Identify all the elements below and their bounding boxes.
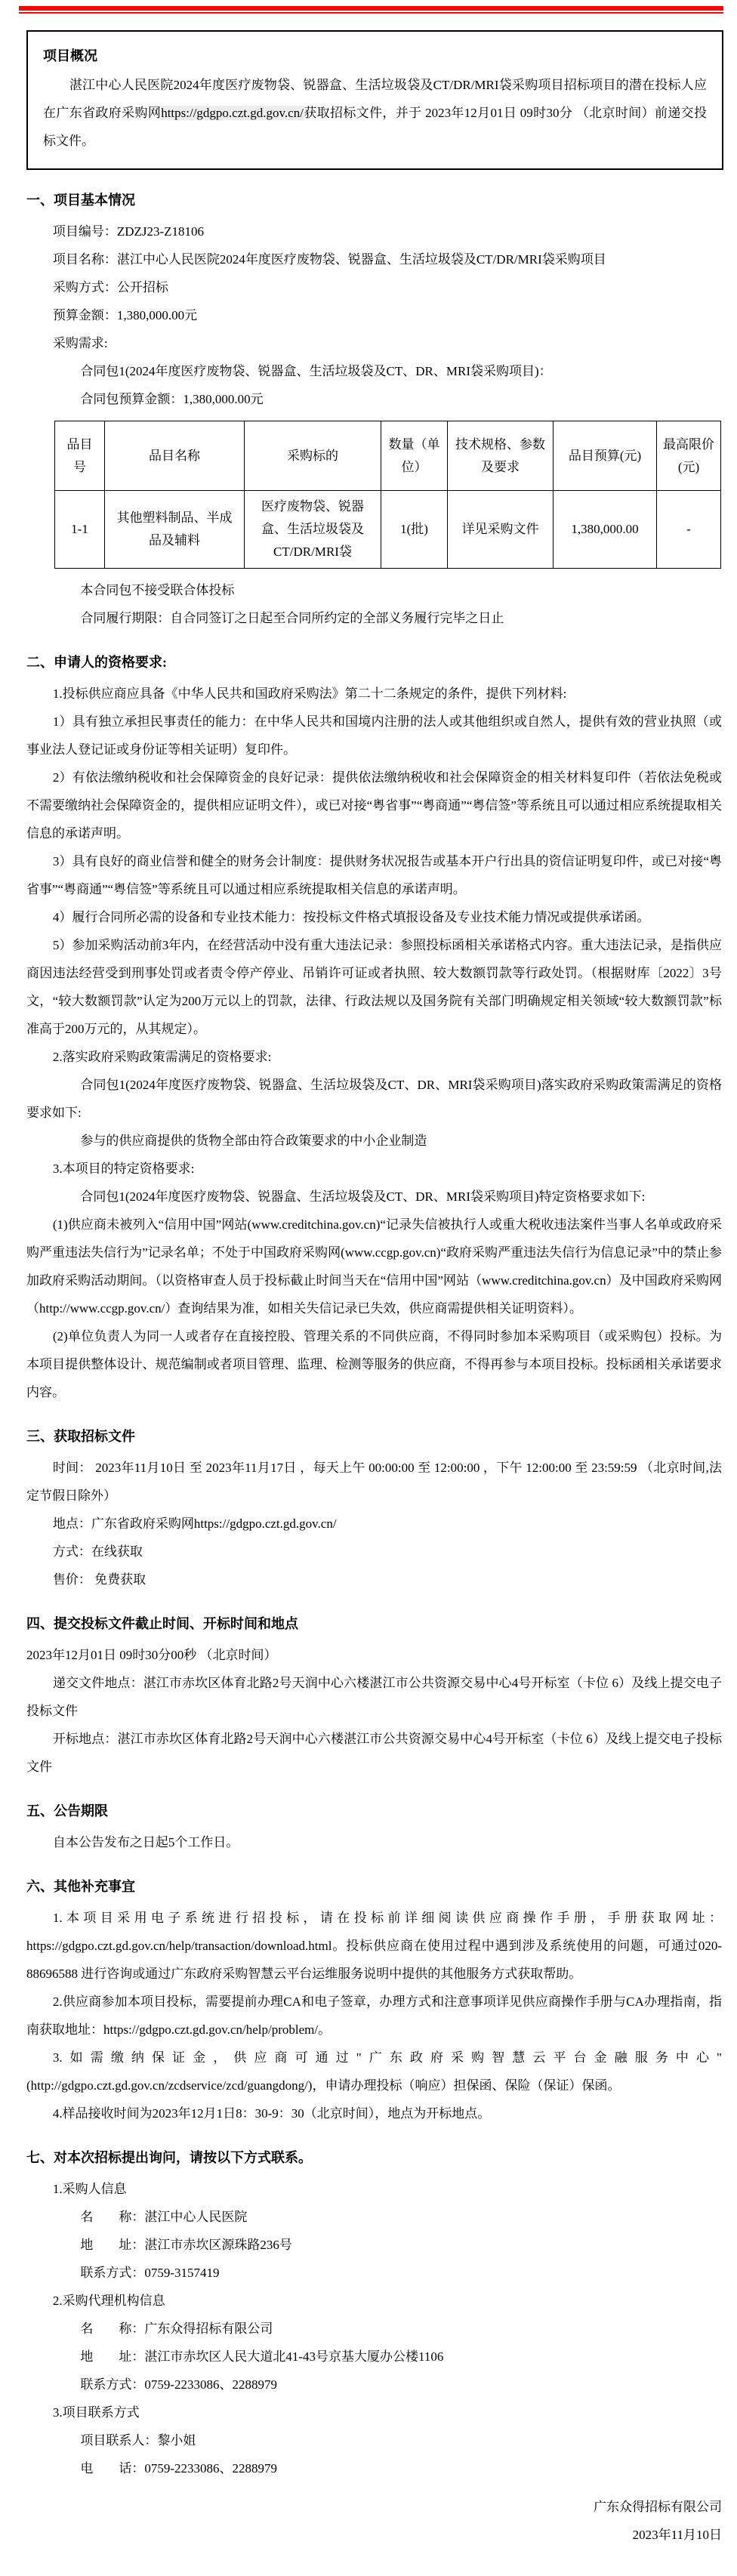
cell-spec: 详见采购文件 xyxy=(448,491,554,569)
footer-signature xyxy=(26,2493,722,2549)
signature-agency: 广东众得招标有限公司 xyxy=(594,2500,722,2514)
procurement-demand-label: 采购需求: xyxy=(52,336,108,350)
agency-info-title: 2.采购代理机构信息 xyxy=(52,2294,165,2308)
cell-item-no: 1-1 xyxy=(55,491,105,569)
section-1-heading: 一、项目基本情况 xyxy=(26,193,135,208)
section-6-heading: 六、其他补充事宜 xyxy=(26,1879,135,1894)
specific-requirement-1: (1)供应商未被列入“信用中国”网站(www.creditchina.gov.cn)“记录失信被执行人或重大税收违法案件当事人名单或政府采购严重违法失信行为”记录名单；不处于中国政府采购网(www.ccgp.gov.cn)“政府采购严重违法失信行为信息记录”中的禁止参加政府采购活动期间。（以资格审查人员于投标截止时间当天在“信用中国”网站（www.creditchina.gov.cn）及中国政府采购网（http://www.ccgp.gov.cn/）查询结果为准，如相关失信记录已失效，供应商需提供相关证明资料）。 xyxy=(26,1217,722,1316)
col-header-item-name: 品目名称 xyxy=(105,421,245,491)
qualification-clause-3: 3.本项目的特定资格要求: xyxy=(52,1162,195,1176)
document-location: 地点：广东省政府采购网https://gdgpo.czt.gd.gov.cn/ xyxy=(52,1516,337,1531)
col-header-item-budget: 品目预算(元) xyxy=(554,421,657,491)
bid-deadline: 2023年12月01日 09时30分00秒 （北京时间） xyxy=(26,1648,277,1662)
cell-item-name: 其他塑料制品、半成品及辅料 xyxy=(105,491,245,569)
overview-intro-before-url: 湛江中心人民医院2024年度医疗废物袋、锐器盒、生活垃圾袋及CT/DR/MRI袋采购项目招标项目的潜在投标人应在广东省政府采购网 xyxy=(43,78,707,120)
cell-price-cap: - xyxy=(657,491,721,569)
contract-period: 合同履行期限：自合同签订之日起至合同所约定的全部义务履行完毕之日止 xyxy=(80,611,504,625)
col-header-price-cap: 最高限价(元) xyxy=(657,421,721,491)
notice-body xyxy=(26,189,722,2549)
qualification-clause-1-4: 4）履行合同所必需的设备和专业技术能力：按投标文件格式填报设备及专业技术能力情况或提供承诺函。 xyxy=(52,910,650,924)
procurement-site-url: https://gdgpo.czt.gd.gov.cn/ xyxy=(161,106,304,120)
col-header-item-no: 品目号 xyxy=(55,421,105,491)
cell-quantity: 1(批) xyxy=(381,491,448,569)
specific-requirement-intro: 合同包1(2024年度医疗废物袋、锐器盒、生活垃圾袋及CT、DR、MRI袋采购项目)特定资格要求如下: xyxy=(80,1189,646,1204)
document-price: 售价： 免费获取 xyxy=(52,1572,146,1587)
document-time: 时间： 2023年11月10日 至 2023年11月17日 ，每天上午 00:00:00 至 12:00:00 ，下午 12:00:00 至 23:59:59 （北京时间,法定节假日除外） xyxy=(26,1461,722,1503)
contract-package-budget: 合同包预算金额：1,380,000.00元 xyxy=(80,392,264,406)
qualification-clause-1: 1.投标供应商应具备《中华人民共和国政府采购法》第二十二条规定的条件，提供下列材料: xyxy=(52,686,567,701)
cell-subject: 医疗废物袋、锐器盒、生活垃圾袋及CT/DR/MRI袋 xyxy=(245,491,381,569)
submit-place: 递交文件地点：湛江市赤坎区体育北路2号天润中心六楼湛江市公共资源交易中心4号开标室（卡位 6）及线上提交电子投标文件 xyxy=(26,1676,722,1718)
section-3-heading: 三、获取招标文件 xyxy=(26,1429,135,1444)
no-consortium-note: 本合同包不接受联合体投标 xyxy=(80,583,235,597)
section-2-heading: 二、申请人的资格要求: xyxy=(26,655,167,670)
procurement-method: 采购方式：公开招标 xyxy=(52,280,168,295)
buyer-info-title: 1.采购人信息 xyxy=(52,2182,127,2196)
specific-requirement-2: (2)单位负责人为同一人或者存在直接控股、管理关系的不同供应商，不得同时参加本采购项目（或采购包）投标。为本项目提供整体设计、规范编制或者项目管理、监理、检测等服务的供应商，不得再参与本项目投标。投标函相关承诺要求内容。 xyxy=(26,1329,722,1399)
red-divider-thick-line xyxy=(19,6,723,11)
overview-intro-paragraph xyxy=(43,71,707,155)
project-contact-person: 项目联系人：黎小姐 xyxy=(80,2433,196,2448)
cell-item-budget: 1,380,000.00 xyxy=(554,491,657,569)
qualification-clause-1-2: 2）有依法缴纳税收和社会保障资金的良好记录：提供依法缴纳税收和社会保障资金的相关材料复印件（若依法免税或不需要缴纳社会保障资金的，提供相应证明文件），或已对接“粤省事”“粤商通”“粤信签”等系统且可以通过相应系统提取相关信息的承诺声明。 xyxy=(26,770,722,841)
col-header-quantity: 数量（单位） xyxy=(381,421,448,491)
open-place: 开标地点：湛江市赤坎区体育北路2号天润中心六楼湛江市公共资源交易中心4号开标室（卡位 6）及线上提交电子投标文件 xyxy=(26,1732,722,1774)
qualification-clause-2: 2.落实政府采购政策需满足的资格要求: xyxy=(52,1050,272,1064)
buyer-phone: 联系方式：0759-3157419 xyxy=(80,2266,220,2280)
signature-date: 2023年11月10日 xyxy=(632,2528,722,2542)
buyer-name: 名 称：湛江中心人民医院 xyxy=(80,2210,248,2224)
supplement-note-1: 1.本项目采用电子系统进行招投标，请在投标前详细阅读供应商操作手册，手册获取网址：https://gdgpo.czt.gd.gov.cn/help/transaction/download.html。投标供应商在使用过程中遇到涉及系统使用的问题，可通过020-88696588 进行咨询或通过广东政府采购智慧云平台运维服务说明中提供的其他服务方式获取帮助。 xyxy=(26,1911,722,1981)
section-5-heading: 五、公告期限 xyxy=(26,1803,108,1819)
col-header-spec: 技术规格、参数及要求 xyxy=(448,421,554,491)
document-way: 方式：在线获取 xyxy=(52,1544,143,1559)
buyer-address: 地 址：湛江市赤坎区源珠路236号 xyxy=(80,2238,292,2252)
agency-name: 名 称：广东众得招标有限公司 xyxy=(80,2321,273,2336)
agency-phone: 联系方式：0759-2233086、2288979 xyxy=(80,2377,278,2392)
table-header-row xyxy=(55,421,721,491)
project-contact-title: 3.项目联系方式 xyxy=(52,2405,140,2420)
section-4-heading: 四、提交投标文件截止时间、开标时间和地点 xyxy=(26,1616,298,1631)
table-row xyxy=(55,491,721,569)
qualification-clause-1-5: 5）参加采购活动前3年内，在经营活动中没有重大违法记录：参照投标函相关承诺格式内容。重大违法记录，是指供应商因违法经营受到刑事处罚或者责令停产停业、吊销许可证或者执照、较大数额罚款等行政处罚。（根据财库〔2022〕3号文，“较大数额罚款”认定为200万元以上的罚款，法律、行政法规以及国务院有关部门明确规定相关领域“较大数额罚款”标准高于200万元的，从其规定）。 xyxy=(26,938,722,1036)
col-header-subject: 采购标的 xyxy=(245,421,381,491)
budget-amount: 预算金额：1,380,000.00元 xyxy=(52,308,198,322)
overview-intro-after-url: 获取招标文件，并于 2023年12月01日 09时30分 （北京时间）前递交投标文件。 xyxy=(43,106,708,148)
section-7-heading: 七、对本次招标提出询问，请按以下方式联系。 xyxy=(26,2150,312,2165)
qualification-clause-1-3: 3）具有良好的商业信誉和健全的财务会计制度：提供财务状况报告或基本开户行出具的资信证明复印件，或已对接“粤省事”“粤商通”“粤信签”等系统且可以通过相应系统提取相关信息的承诺声明。 xyxy=(26,854,722,896)
contract-package-title: 合同包1(2024年度医疗废物袋、锐器盒、生活垃圾袋及CT、DR、MRI袋采购项目)： xyxy=(80,364,552,378)
procurement-items-table xyxy=(54,421,721,569)
supplement-note-3: 3.如需缴纳保证金，供应商可通过"广东政府采购智慧云平台金融服务中心"(http://gdgpo.czt.gd.gov.cn/zcdservice/zcd/guangdong/)，申请办理投标（响应）担保函、保险（保证）保函。 xyxy=(26,2050,722,2093)
announcement-period: 自本公告发布之日起5个工作日。 xyxy=(52,1835,239,1849)
overview-title: 项目概况 xyxy=(43,48,97,63)
project-contact-phone: 电 话：0759-2233086、2288979 xyxy=(80,2461,278,2476)
policy-requirement-intro: 合同包1(2024年度医疗废物袋、锐器盒、生活垃圾袋及CT、DR、MRI袋采购项目)落实政府采购政策需满足的资格要求如下: xyxy=(26,1078,722,1120)
policy-requirement-detail: 参与的供应商提供的货物全部由符合政策要求的中小企业制造 xyxy=(80,1134,427,1148)
supplement-note-2: 2.供应商参加本项目投标，需要提前办理CA和电子签章，办理方式和注意事项详见供应商操作手册与CA办理指南，指南获取地址：https://gdgpo.czt.gd.gov.cn/help/problem/。 xyxy=(26,1994,722,2037)
header-red-divider xyxy=(19,6,723,14)
red-divider-thin-line xyxy=(19,12,723,14)
qualification-clause-1-1: 1）具有独立承担民事责任的能力：在中华人民共和国境内注册的法人或其他组织或自然人，提供有效的营业执照（或事业法人登记证或身份证等相关证明）复印件。 xyxy=(26,714,722,757)
project-name: 项目名称：湛江中心人民医院2024年度医疗废物袋、锐器盒、生活垃圾袋及CT/DR/MRI袋采购项目 xyxy=(52,252,606,267)
supplement-note-4: 4.样品接收时间为2023年12月1日8：30-9：30（北京时间），地点为开标地点。 xyxy=(52,2106,491,2121)
agency-address: 地 址：湛江市赤坎区人民大道北41-43号京基大厦办公楼1106 xyxy=(80,2349,444,2364)
project-overview-box xyxy=(26,30,723,170)
project-number: 项目编号：ZDZJ23-Z18106 xyxy=(52,224,205,239)
